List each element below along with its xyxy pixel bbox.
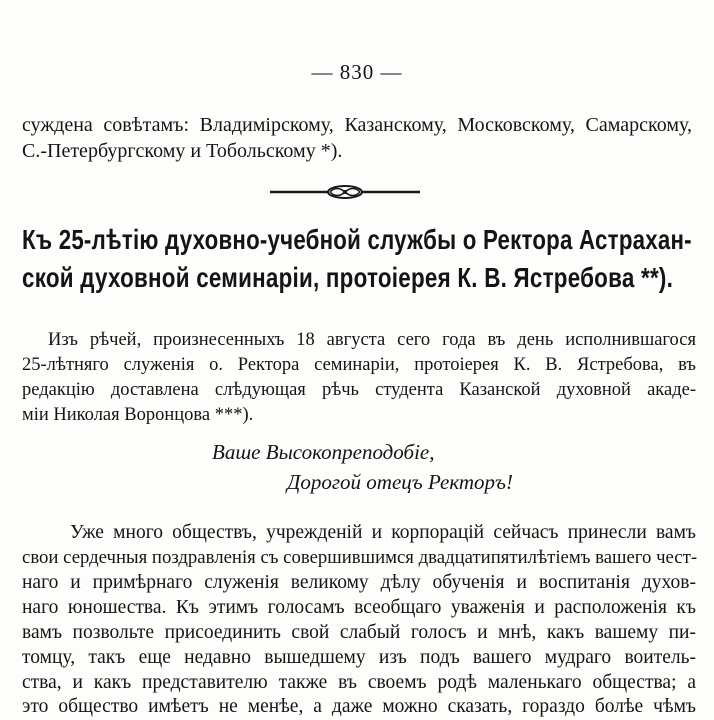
- heading-line-1: Къ 25-лѣтію духовно-учебной службы о Ректора Астрахан-: [22, 224, 692, 255]
- intro-line-4: міи Николая Воронцова ***).: [22, 405, 254, 425]
- intro-line-1: Изъ рѣчей, произнесенныхъ 18 августа сего года въ день исполнившагося: [48, 330, 696, 350]
- body-line-7: ства, и какъ представителю также въ своемъ родѣ маленькаго общества; а: [22, 672, 696, 693]
- salutation-line-2: Дорогой отецъ Ректоръ!: [287, 470, 513, 494]
- body-line-4: наго юношества. Къ этимъ голосамъ всеобщаго уваженія и расположенія къ: [22, 597, 696, 618]
- intro-line-3: редакцію доставлена слѣдующая рѣчь студента Казанской духовной акаде-: [22, 380, 696, 400]
- decorative-rule-icon: [270, 184, 420, 200]
- body-line-1: Уже много обществъ, учрежденій и корпорацій сейчасъ принесли вамъ: [70, 522, 696, 543]
- body-line-8: это общество имѣетъ не менѣе, а даже можно сказать, гораздо болѣе чѣмъ: [22, 696, 696, 717]
- top-text-line-1: суждена совѣтамъ: Владимірскому, Казанскому, Московскому, Самарскому,: [22, 114, 692, 136]
- intro-line-2: 25-лѣтняго служенія о. Ректора семинаріи, протоіерея К. В. Ястребова, въ: [22, 355, 696, 375]
- body-line-3: наго и примѣрнаго служенія великому дѣлу обученія и воспитанія духов-: [22, 572, 696, 593]
- body-line-2: свои сердечныя поздравленія съ совершившимся двадцатипятилѣтіемъ вашего чест-: [22, 547, 698, 568]
- page-number: — 830 —: [311, 60, 403, 84]
- body-line-5: вамъ позвольте присоединить свой слабый голосъ и мнѣ, какъ вашему пи-: [22, 622, 696, 643]
- salutation-line-1: Ваше Высокопреподобіе,: [212, 440, 435, 464]
- top-text-line-2: С.-Петербургскому и Тобольскому *).: [22, 140, 343, 162]
- heading-line-2: ской духовной семинаріи, протоіерея К. В. Ястребова **).: [22, 262, 674, 293]
- body-line-6: томцу, такъ еще недавно вышедшему изъ подъ вашего мудраго воитель-: [22, 647, 696, 668]
